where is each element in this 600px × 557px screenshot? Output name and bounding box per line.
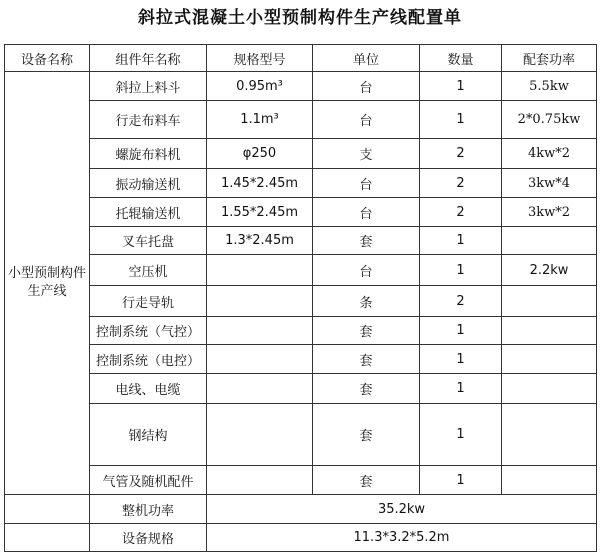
component-name: 气管及随机配件 — [90, 466, 207, 495]
spec-model — [207, 374, 313, 404]
unit: 套 — [313, 345, 420, 374]
power: 4kw*2 — [502, 139, 597, 169]
spec-model — [207, 345, 313, 374]
power — [502, 227, 597, 255]
component-name: 空压机 — [90, 255, 207, 286]
power — [502, 317, 597, 345]
component-name: 振动输送机 — [90, 169, 207, 198]
quantity: 1 — [420, 345, 502, 374]
spec-model: 0.95m³ — [207, 72, 313, 101]
quantity: 2 — [420, 198, 502, 227]
quantity: 1 — [420, 374, 502, 404]
unit: 套 — [313, 466, 420, 495]
spec-model: 1.55*2.45m — [207, 198, 313, 227]
power: 2.2kw — [502, 255, 597, 286]
quantity: 1 — [420, 227, 502, 255]
table-row — [5, 139, 597, 169]
unit: 套 — [313, 317, 420, 345]
component-name: 螺旋布料机 — [90, 139, 207, 169]
footer-label: 整机功率 — [90, 495, 207, 524]
component-name: 控制系统（气控） — [90, 317, 207, 345]
footer-empty-cell — [5, 495, 90, 524]
component-name: 电线、电缆 — [90, 374, 207, 404]
table-row — [5, 317, 597, 345]
table-row — [5, 72, 597, 101]
component-name: 托辊输送机 — [90, 198, 207, 227]
component-name: 斜拉上料斗 — [90, 72, 207, 101]
component-name: 行走布料车 — [90, 101, 207, 139]
header-row — [5, 45, 597, 72]
component-name: 行走导轨 — [90, 286, 207, 317]
unit: 套 — [313, 374, 420, 404]
power — [502, 404, 597, 466]
table-row — [5, 101, 597, 139]
quantity: 1 — [420, 72, 502, 101]
table-row — [5, 466, 597, 495]
spec-model: φ250 — [207, 139, 313, 169]
header-spec-model: 规格型号 — [207, 45, 313, 72]
spec-model — [207, 255, 313, 286]
header-unit: 单位 — [313, 45, 420, 72]
table-row — [5, 198, 597, 227]
quantity: 1 — [420, 255, 502, 286]
quantity: 2 — [420, 139, 502, 169]
footer-value: 11.3*3.2*5.2m — [207, 524, 597, 552]
power: 2*0.75kw — [502, 101, 597, 139]
footer-label: 设备规格 — [90, 524, 207, 552]
unit: 台 — [313, 72, 420, 101]
spec-model — [207, 286, 313, 317]
quantity: 1 — [420, 466, 502, 495]
quantity: 1 — [420, 317, 502, 345]
component-name: 控制系统（电控） — [90, 345, 207, 374]
spec-model — [207, 466, 313, 495]
table-row — [5, 374, 597, 404]
component-name: 钢结构 — [90, 404, 207, 466]
document-title: 斜拉式混凝土小型预制构件生产线配置单 — [138, 8, 462, 28]
unit: 台 — [313, 198, 420, 227]
power — [502, 345, 597, 374]
unit: 套 — [313, 404, 420, 466]
device-name-cell: 小型预制构件生产线 — [5, 72, 90, 495]
unit: 台 — [313, 101, 420, 139]
power: 3kw*2 — [502, 198, 597, 227]
quantity: 2 — [420, 286, 502, 317]
header-device-name: 设备名称 — [5, 45, 90, 72]
unit: 台 — [313, 169, 420, 198]
table-row — [5, 404, 597, 466]
spec-model: 1.3*2.45m — [207, 227, 313, 255]
header-component-name: 组件年名称 — [90, 45, 207, 72]
table-row — [5, 255, 597, 286]
spec-model — [207, 404, 313, 466]
spec-model: 1.1m³ — [207, 101, 313, 139]
quantity: 1 — [420, 404, 502, 466]
footer-value: 35.2kw — [207, 495, 597, 524]
component-name: 叉车托盘 — [90, 227, 207, 255]
quantity: 1 — [420, 101, 502, 139]
table-row — [5, 227, 597, 255]
spec-model — [207, 317, 313, 345]
table-row — [5, 286, 597, 317]
footer-empty-cell — [5, 524, 90, 552]
power — [502, 286, 597, 317]
footer-row — [5, 524, 597, 552]
unit: 套 — [313, 227, 420, 255]
configuration-table — [4, 44, 597, 552]
table-row — [5, 169, 597, 198]
quantity: 2 — [420, 169, 502, 198]
header-quantity: 数量 — [420, 45, 502, 72]
unit: 条 — [313, 286, 420, 317]
unit: 台 — [313, 255, 420, 286]
unit: 支 — [313, 139, 420, 169]
power: 3kw*4 — [502, 169, 597, 198]
spec-model: 1.45*2.45m — [207, 169, 313, 198]
footer-row — [5, 495, 597, 524]
table-row — [5, 345, 597, 374]
power — [502, 374, 597, 404]
power: 5.5kw — [502, 72, 597, 101]
power — [502, 466, 597, 495]
header-power: 配套功率 — [502, 45, 597, 72]
